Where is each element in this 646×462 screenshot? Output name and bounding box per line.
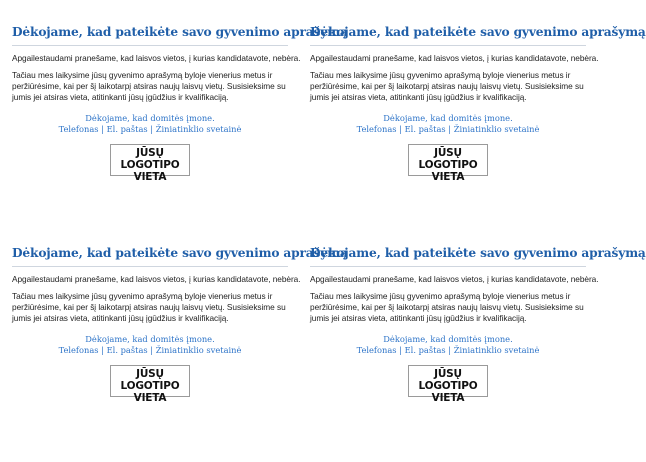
- contact-info-line: Telefonas | El. paštas | Žiniatinklio svetainė: [58, 124, 242, 134]
- thanks-line: Dėkojame, kad domitės įmone.: [383, 334, 513, 344]
- logo-text-line-1: JŪSŲ LOGOTIPO: [120, 368, 180, 392]
- thanks-line: Dėkojame, kad domitės įmone.: [383, 113, 513, 123]
- title-divider: [310, 266, 586, 267]
- rejection-paragraph: Apgailestaudami pranešame, kad laisvos vietos, į kurias kandidatavote, nebėra.: [310, 274, 599, 284]
- logo-placeholder: [408, 144, 488, 183]
- logo-placeholder: [110, 144, 190, 183]
- retention-paragraph: Tačiau mes laikysime jūsų gyvenimo aprašymą byloje vienerius metus ir peržiūrėsime, kai per šį laikotarpį atsiras naujų laisvų vietų. Susisieksime su jumis jei atsiras vieta, atitinkanti jūsų įgūdžius ir kvalifikaciją.: [12, 70, 286, 102]
- card-title: Dėkojame, kad pateikėte savo gyvenimo aprašymą: [12, 25, 348, 39]
- logo-area: [12, 144, 288, 185]
- logo-text-line-1: JŪSŲ LOGOTIPO: [418, 368, 478, 392]
- rejection-paragraph: Apgailestaudami pranešame, kad laisvos vietos, į kurias kandidatavote, nebėra.: [310, 53, 599, 63]
- thank-you-card-bottom-right: [310, 245, 646, 453]
- card-title: Dėkojame, kad pateikėte savo gyvenimo aprašymą: [310, 25, 646, 39]
- rejection-paragraph: Apgailestaudami pranešame, kad laisvos vietos, į kurias kandidatavote, nebėra.: [12, 274, 301, 284]
- thanks-line: Dėkojame, kad domitės įmone.: [85, 113, 215, 123]
- retention-paragraph: Tačiau mes laikysime jūsų gyvenimo aprašymą byloje vienerius metus ir peržiūrėsime, kai per šį laikotarpį atsiras naujų laisvų vietų. Susisieksime su jumis jei atsiras vieta, atitinkanti jūsų įgūdžius ir kvalifikaciją.: [12, 291, 286, 323]
- card-title: Dėkojame, kad pateikėte savo gyvenimo aprašymą: [310, 246, 646, 260]
- title-divider: [12, 45, 288, 46]
- thank-you-card-top-right: [310, 24, 646, 232]
- title-divider: [310, 45, 586, 46]
- logo-area: [310, 144, 586, 185]
- logo-area: [12, 365, 288, 406]
- logo-text-line-2: VIETA: [133, 171, 167, 183]
- logo-text-line-2: VIETA: [431, 171, 465, 183]
- logo-area: [310, 365, 586, 406]
- title-divider: [12, 266, 288, 267]
- thanks-line: Dėkojame, kad domitės įmone.: [85, 334, 215, 344]
- logo-text-line-2: VIETA: [133, 392, 167, 404]
- logo-text-line-1: JŪSŲ LOGOTIPO: [418, 147, 478, 171]
- logo-placeholder: [110, 365, 190, 404]
- contact-info-line: Telefonas | El. paštas | Žiniatinklio svetainė: [58, 345, 242, 355]
- thank-you-card-bottom-left: [12, 245, 348, 453]
- thank-you-card-top-left: [12, 24, 348, 232]
- contact-info-line: Telefonas | El. paštas | Žiniatinklio svetainė: [356, 124, 540, 134]
- card-title: Dėkojame, kad pateikėte savo gyvenimo aprašymą: [12, 246, 348, 260]
- retention-paragraph: Tačiau mes laikysime jūsų gyvenimo aprašymą byloje vienerius metus ir peržiūrėsime, kai per šį laikotarpį atsiras naujų laisvų vietų. Susisieksime su jumis jei atsiras vieta, atitinkanti jūsų įgūdžius ir kvalifikaciją.: [310, 291, 584, 323]
- retention-paragraph: Tačiau mes laikysime jūsų gyvenimo aprašymą byloje vienerius metus ir peržiūrėsime, kai per šį laikotarpį atsiras naujų laisvų vietų. Susisieksime su jumis jei atsiras vieta, atitinkanti jūsų įgūdžius ir kvalifikaciją.: [310, 70, 584, 102]
- logo-placeholder: [408, 365, 488, 404]
- logo-text-line-2: VIETA: [431, 392, 465, 404]
- rejection-paragraph: Apgailestaudami pranešame, kad laisvos vietos, į kurias kandidatavote, nebėra.: [12, 53, 301, 63]
- contact-info-line: Telefonas | El. paštas | Žiniatinklio svetainė: [356, 345, 540, 355]
- logo-text-line-1: JŪSŲ LOGOTIPO: [120, 147, 180, 171]
